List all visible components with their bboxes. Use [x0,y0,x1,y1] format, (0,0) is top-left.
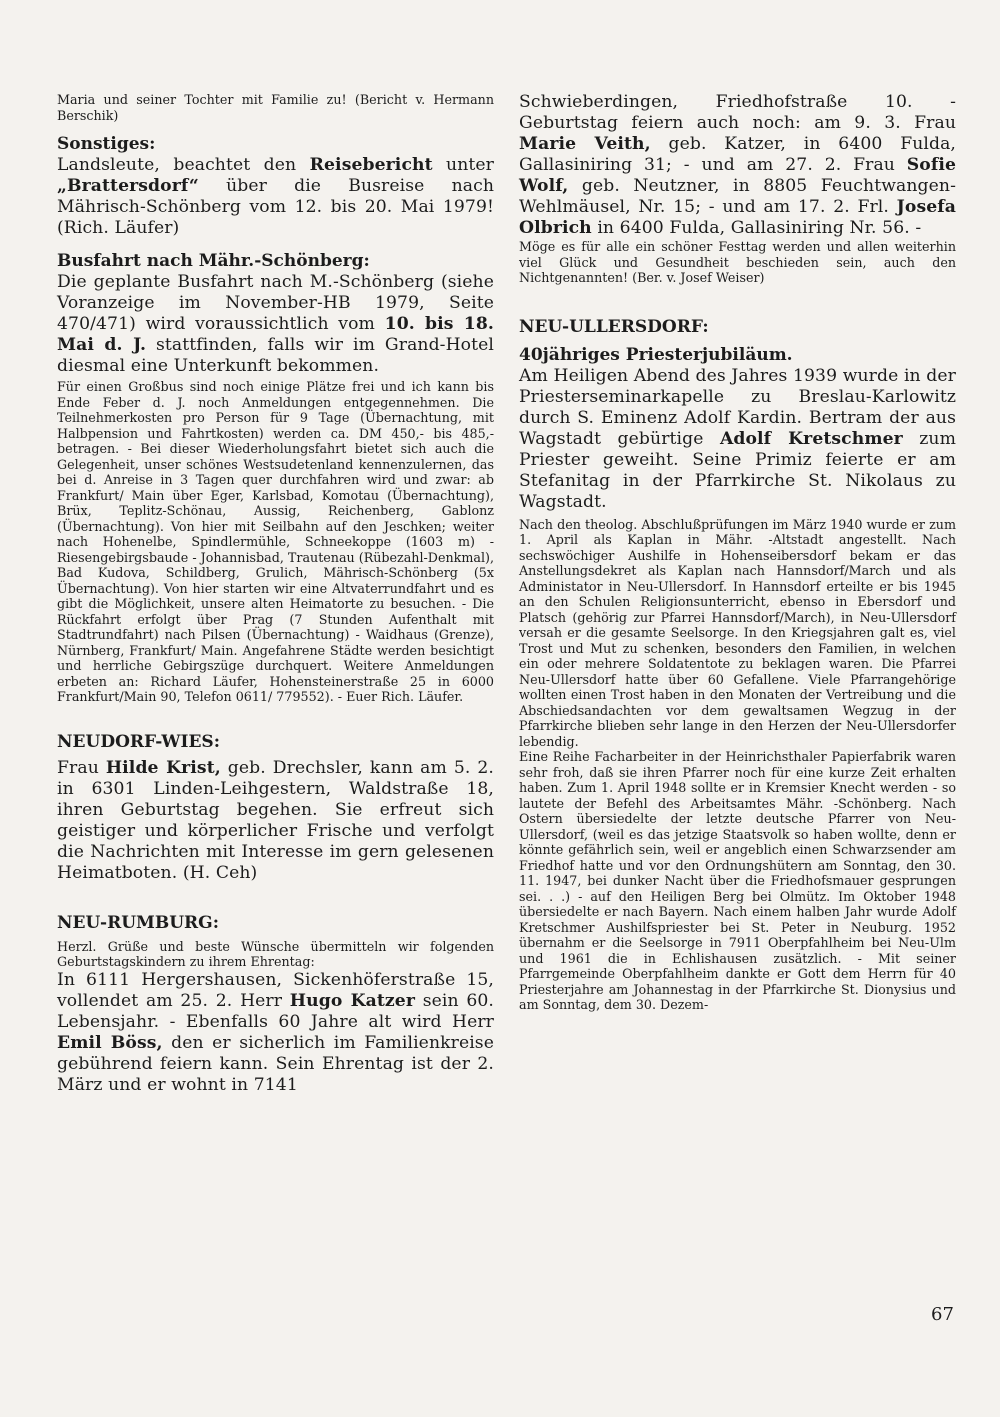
busfahrt-details: Für einen Großbus sind noch einige Plätze frei und ich kann bis Ende Feber d. J. noch Anmeldungen entgegennehmen. Die Teilnehmerkosten pro Person für 9 Tage (Übernachtung, mit Halbpension und Fahrtkosten) werden ca. DM 450,- bis 485,- betragen. - Bei dieser Wiederholungsfahrt bietet sich auch die Gelegenheit, unser schönes Westsudetenland kennenzulernen, das bei d. Anreise in 3 Tagen quer durchfahren wird und zwar: ab Frankfurt/ Main über Eger, Karlsbad, Komotau (Übernachtung), Brüx, Teplitz-Schönau, Aussig, Reichenberg, Gablonz (Übernachtung). Von hier mit Seilbahn auf den Jeschken; weiter nach Hohenelbe, Spindlermühle, Schneekoppe (1603 m) - Riesengebirgsbaude - Johannisbad, Trautenau (Rübezahl-Denkmal), Bad Kudova, Schildberg, Grulich, Mährisch-Schönberg (5x Übernachtung). Von hier starten wir eine Altvaterrundfahrt und es gibt die Möglichkeit, unsere alten Heimatorte zu besuchen. - Die Rückfahrt erfolgt über Prag (7 Stunden Aufenthalt mit Stadtrundfahrt) nach Pilsen (Übernachtung) - Waidhaus (Grenze), Nürnberg, Frankfurt/ Main. Angefahrene Städte werden besichtigt und herrliche Gebirgszüge durchquert. Weitere Anmeldungen erbeten an: Richard Läufer, Hohensteinerstraße 25 in 6000 Frankfurt/Main 90, Telefon 0611/ 779552). - Euer Rich. Läufer. [57,379,494,704]
intro-paragraph: Maria und seiner Tochter mit Familie zu! (Bericht v. Hermann Berschik) [57,92,494,123]
priesterjubilaeum-details-2: Eine Reihe Facharbeiter in der Heinrichsthaler Papierfabrik waren sehr froh, daß sie ihren Pfarrer noch für eine kurze Zeit erhalten haben. Zum 1. April 1948 sollte er in Kremsier Knecht werden - so lautete der Befehl des Arbeitsamtes Mähr. -Schönberg. Nach Ostern übersiedelte der letzte deutsche Pfarrer von Neu-Ullersdorf, (weil es das jetzige Staatsvolk so haben wollte, denn er könnte gefährlich sein, weil er angeblich einen Schwarzsender am Friedhof hatte und vor den Ordnungshütern am Sonntag, den 30. 11. 1947, bei dunker Nacht über die Friedhofsmauer gesprungen sei. . .) - auf den Heiligen Berg bei Olmütz. Im Oktober 1948 übersiedelte er nach Bayern. Nach einem halben Jahr wurde Adolf Kretschmer Aushilfspriester bei St. Peter in Neuburg. 1952 übernahm er die Seelsorge in 7911 Oberpfahlheim bei Neu-Ulm und 1961 die in Echlishausen zusätzlich. - Mit seiner Pfarrgemeinde Oberpfahlheim dankte er Gott dem Herrn für 40 Priesterjahre am Johannestag in der Pfarrkirche St. Dionysius und am Sonntag, dem 30. Dezem- [519,749,956,1012]
page-number: 67 [931,1304,954,1325]
priesterjubilaeum-details-1: Nach den theolog. Abschlußprüfungen im März 1940 wurde er zum 1. April als Kaplan in Mähr. -Altstadt angestellt. Nach sechswöchiger Aushilfe in Hohenseibersdorf bekam er das Anstellungsdekret als Kaplan nach Hannsdorf/March und als Administator in Neu-Ullersdorf. In Hannsdorf erteilte er bis 1945 an den Schulen Religionsunterricht, ebenso in Ebersdorf und Platsch (gehörig zur Pfarrei Hannsdorf/March), in Neu-Ullersdorf versah er die gesamte Seelsorge. In den Kriegsjahren galt es, viel Trost und Mut zu schenken, besonders den Familien, in welchen ein oder mehrere Soldatentote zu beklagen waren. Die Pfarrei Neu-Ullersdorf hatte über 60 Gefallene. Viele Pfarrangehörige wollten einen Trost haben in den Monaten der Vertreibung und die Abschiedsandachten vor dem gewaltsamen Wegzug in der Pfarrkirche blieben sehr lange in den Herzen der Neu-Ullersdorfer lebendig. [519,516,956,749]
priesterjubilaeum-subheading: 40jähriges Priesterjubiläum. [519,344,793,365]
neudorf-heading: NEUDORF-WIES: [57,731,220,752]
busfahrt-heading: Busfahrt nach Mähr.-Schönberg: [57,251,370,271]
birthday-wishes: Möge es für alle ein schöner Festtag werden und allen weiterhin viel Glück und Gesundheit beschieden sein, auch den Nichtgenannten! (Ber. v. Josef Weiser) [519,239,956,285]
birthday-continuation: Schwieberdingen, Friedhofstraße 10. - Geburtstag feiern auch noch: am 9. 3. Frau Marie Veith, geb. Katzer, in 6400 Fulda, Gallasiniring 31; - und am 27. 2. Frau Sofie Wolf, geb. Neutzner, in 8805 Feuchtwangen-Wehlmäusel, Nr. 15; - und am 17. 2. Frl. Josefa Olbrich in 6400 Fulda, Gallasiniring Nr. 56. - [519,92,957,238]
sonstiges-heading: Sonstiges: [57,134,156,154]
sonstiges-paragraph: Landsleute, beachtet den Reisebericht unter „Brattersdorf“ über die Busreise nach Mährisch-Schönberg vom 12. bis 20. Mai 1979! (Rich. Läufer) [57,155,494,238]
neuullersdorf-heading: NEU-ULLERSDORF: [519,316,709,337]
neurumburg-intro: Herzl. Grüße und beste Wünsche übermitteln wir folgenden Geburtstagskindern zu ihrem Ehrentag: [57,938,494,969]
priesterjubilaeum-paragraph: Am Heiligen Abend des Jahres 1939 wurde in der Priesterseminarkapelle zu Breslau-Karlowitz durch S. Eminenz Adolf Kardin. Bertram der aus Wagstadt gebürtige Adolf Kretschmer zum Priester geweiht. Seine Primiz feierte er am Stefanitag in der Pfarrkirche St. Nikolaus zu Wagstadt. [519,365,956,512]
right-column [519,92,956,1013]
neudorf-paragraph: Frau Hilde Krist, geb. Drechsler, kann am 5. 2. in 6301 Linden-Leihgestern, Waldstraße 18, ihren Geburtstag begehen. Sie erfreut sich geistiger und körperlicher Frische und verfolgt die Nachrichten mit Interesse im gern gelesenen Heimatboten. (H. Ceh) [57,757,494,883]
left-column [57,92,494,1096]
neurumburg-heading: NEU-RUMBURG: [57,912,219,933]
busfahrt-paragraph: Die geplante Busfahrt nach M.-Schönberg (siehe Voranzeige im November-HB 1979, Seite 470/471) wird voraussichtlich vom 10. bis 18. Mai d. J. stattfinden, falls wir im Grand-Hotel diesmal eine Unterkunft bekommen. [57,272,495,376]
neurumburg-paragraph: In 6111 Hergershausen, Sickenhöferstraße 15, vollendet am 25. 2. Herr Hugo Katzer sein 60. Lebensjahr. - Ebenfalls 60 Jahre alt wird Herr Emil Böss, den er sicherlich im Familienkreise gebührend feiern kann. Sein Ehrentag ist der 2. März und er wohnt in 7141 [57,969,495,1095]
